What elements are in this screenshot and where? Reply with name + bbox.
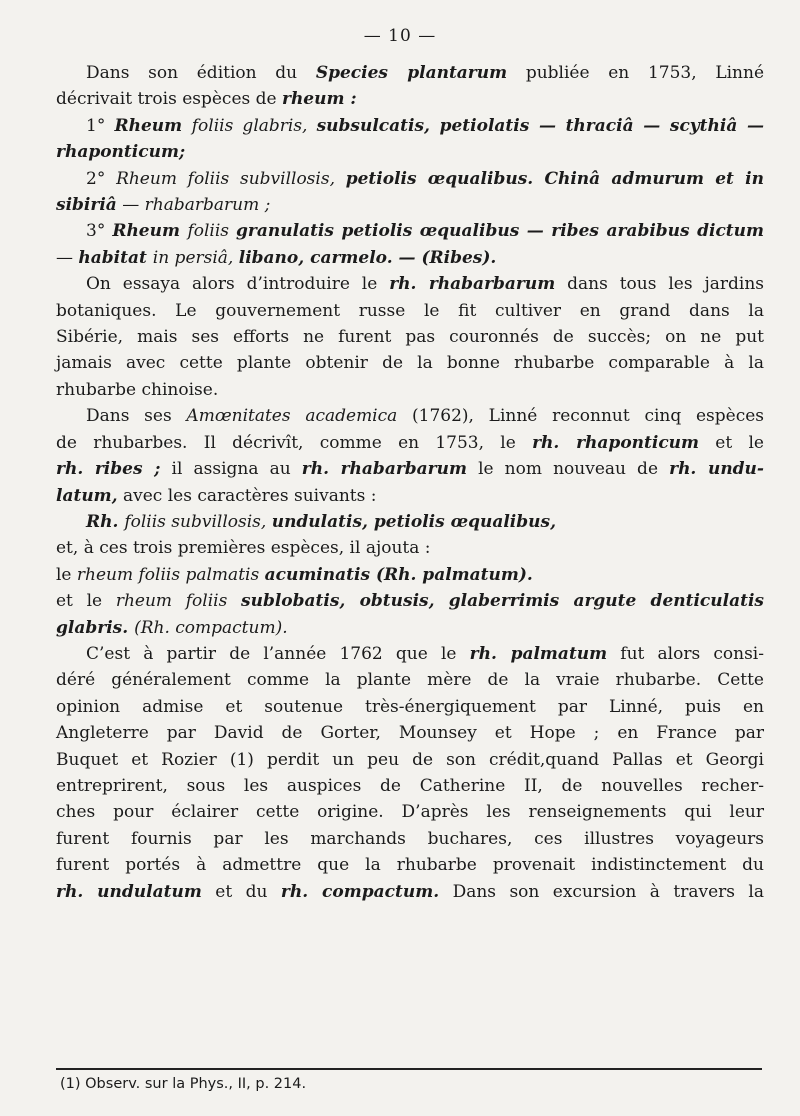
text-line <box>56 535 764 561</box>
text-line <box>56 509 764 535</box>
emphasis-run: (Rh. compactum). <box>134 617 288 638</box>
text-line <box>56 271 764 297</box>
footnote-divider <box>56 1068 762 1070</box>
body-text <box>56 60 764 905</box>
text-line <box>56 773 764 799</box>
text-line <box>56 667 764 693</box>
text-run: — <box>56 247 79 268</box>
text-run: opinion admise et soutenue très-énergiquement par Linné, puis en <box>56 696 764 717</box>
emphasis-run: petiolis œqualibus. Chinâ admurum et in <box>345 168 764 189</box>
emphasis-run: rh. undulatum <box>56 881 202 902</box>
emphasis-run: rh. palmatum <box>469 643 608 664</box>
text-run: — <box>116 195 145 216</box>
text-run: le <box>56 564 77 585</box>
text-line <box>56 641 764 667</box>
text-line <box>56 720 764 746</box>
text-line <box>56 60 764 86</box>
emphasis-run: Species plantarum <box>315 63 508 83</box>
text-line <box>56 403 764 429</box>
text-run: Buquet et Rozier (1) perdit un peu de son crédit,quand Pallas et Georgi <box>56 749 764 770</box>
text-run: Angleterre par David de Gorter, Mounsey et Hope ; en France par <box>56 723 764 744</box>
emphasis-run: foliis subvillosis, <box>124 511 272 532</box>
emphasis-run: rhabarbarum ; <box>144 195 271 216</box>
text-run: dans tous les jardins <box>555 274 764 295</box>
emphasis-run: sublobatis, obtusis, glaberrimis argute denticulatis <box>241 591 764 612</box>
emphasis-run: rhaponticum; <box>56 142 186 163</box>
text-run: ches pour éclairer cette origine. D’après les renseignements qui leur <box>56 802 764 823</box>
text-line <box>56 166 764 192</box>
emphasis-run: rh. rhabarbarum <box>389 274 556 295</box>
text-run: entreprirent, sous les auspices de Catherine II, de nouvelles recher- <box>56 775 764 796</box>
page-number: — 10 — <box>363 26 437 46</box>
text-line <box>56 615 764 641</box>
emphasis-run: rh. rhaponticum <box>532 432 700 453</box>
text-run: Dans son édition du <box>86 63 316 83</box>
text-line <box>56 113 764 139</box>
emphasis-run: rh. compactum. <box>280 881 440 902</box>
emphasis-run: Rheum foliis subvillosis, <box>116 168 346 189</box>
text-line <box>56 350 764 376</box>
text-run: Sibérie, mais ses efforts ne furent pas couronnés de succès; on ne put <box>56 327 764 348</box>
text-run: décrivait trois espèces de <box>56 89 282 110</box>
emphasis-run: rh. undu- <box>669 459 764 480</box>
text-run: et le <box>699 432 764 453</box>
text-run: Dans son excursion à travers la <box>439 881 765 902</box>
emphasis-run: rheum foliis palmatis <box>76 564 265 585</box>
text-line <box>56 852 764 878</box>
text-line <box>56 86 764 112</box>
text-line <box>56 192 764 218</box>
footnote: (1) Observ. sur la Phys., II, p. 214. <box>60 1076 307 1092</box>
text-line <box>56 218 764 244</box>
emphasis-run: rheum : <box>281 89 357 110</box>
text-run: de rhubarbes. Il décrivît, comme en 1753, le <box>56 432 533 453</box>
emphasis-run: subsulcatis, petiolatis — thraciâ — scythiâ — <box>316 115 764 136</box>
emphasis-run: rh. rhabarbarum <box>301 459 467 480</box>
text-run: jamais avec cette plante obtenir de la bonne rhubarbe comparable à la <box>56 353 764 374</box>
text-run: et du <box>201 881 281 902</box>
text-run: le nom nouveau de <box>467 459 670 480</box>
emphasis-run: sibiriâ <box>56 195 117 216</box>
text-run: et, à ces trois premières espèces, il ajouta : <box>56 538 431 559</box>
text-run: furent portés à admettre que la rhubarbe provenait indistinctement du <box>56 855 764 876</box>
text-line <box>56 879 764 905</box>
text-run: fut alors consi- <box>607 643 764 664</box>
text-line <box>56 456 764 482</box>
text-run: rhubarbe chinoise. <box>56 379 219 400</box>
emphasis-run: Rheum <box>112 221 188 242</box>
text-line <box>56 377 764 403</box>
emphasis-run: Rh. <box>86 511 125 532</box>
text-run: avec les caractères suivants : <box>117 485 377 506</box>
text-run: Dans ses <box>86 406 187 427</box>
text-line <box>56 298 764 324</box>
emphasis-run: libano, carmelo. — (Ribes). <box>238 247 497 268</box>
text-line <box>56 562 764 588</box>
emphasis-run: granulatis petiolis œqualibus — ribes arabibus dictum <box>236 221 765 242</box>
text-run: On essaya alors d’introduire le <box>86 274 390 295</box>
text-run: il assigna au <box>160 459 302 480</box>
emphasis-run: Rheum <box>114 115 192 136</box>
emphasis-run: foliis glabris, <box>191 115 317 136</box>
text-run: (1762), Linné reconnut cinq espèces <box>397 406 764 427</box>
text-line <box>56 694 764 720</box>
emphasis-run: rh. ribes ; <box>56 459 161 480</box>
text-line <box>56 747 764 773</box>
text-run: C’est à partir de l’année 1762 que le <box>86 643 470 664</box>
emphasis-run: foliis <box>187 221 237 242</box>
text-run: publiée en 1753, Linné <box>507 63 765 83</box>
text-run: 1° <box>86 115 115 136</box>
text-line <box>56 430 764 456</box>
emphasis-run: latum, <box>56 485 118 506</box>
text-line <box>56 324 764 350</box>
emphasis-run: rheum foliis <box>115 591 242 612</box>
emphasis-run: glabris. <box>56 617 135 638</box>
text-run: 2° <box>86 168 117 189</box>
emphasis-run: habitat <box>78 247 153 268</box>
emphasis-run: Amœnitates academica <box>186 406 398 427</box>
text-run: furent fournis par les marchands buchares, ces illustres voyageurs <box>56 828 764 849</box>
emphasis-run: in persiâ, <box>152 247 239 268</box>
emphasis-run: undulatis, petiolis œqualibus, <box>271 511 557 532</box>
text-line <box>56 826 764 852</box>
text-run: et le <box>56 591 116 612</box>
text-run: 3° <box>86 221 113 242</box>
text-run: déré généralement comme la plante mère de la vraie rhubarbe. Cette <box>56 670 764 691</box>
emphasis-run: acuminatis (Rh. palmatum). <box>264 564 533 585</box>
text-line <box>56 483 764 509</box>
text-line <box>56 799 764 825</box>
text-line <box>56 139 764 165</box>
text-line <box>56 245 764 271</box>
text-line <box>56 588 764 614</box>
text-run: botaniques. Le gouvernement russe le fit cultiver en grand dans la <box>56 300 764 321</box>
